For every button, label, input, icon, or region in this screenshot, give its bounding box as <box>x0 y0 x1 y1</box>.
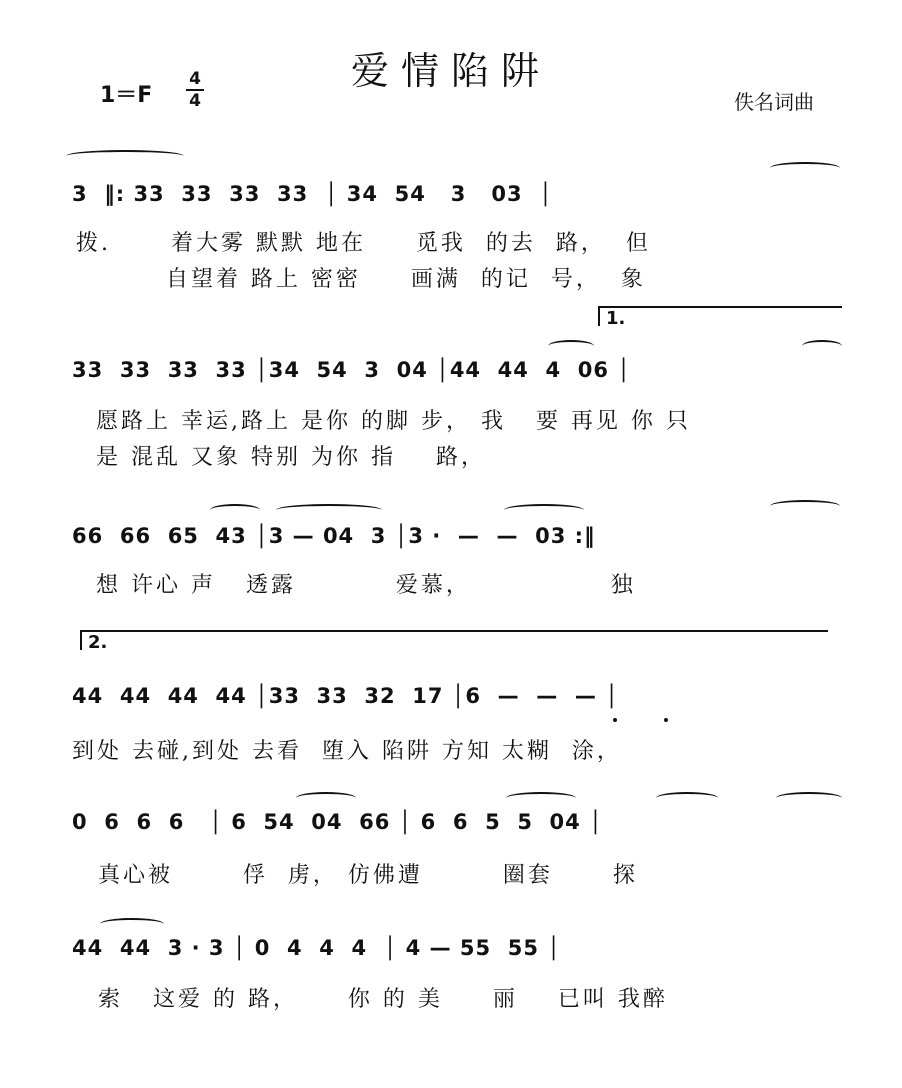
key-signature: 1＝F <box>100 83 153 108</box>
time-signature-top: 4 <box>189 69 201 89</box>
notation-line: 33 33 33 33 │34 54 3 04 │44 44 4 06 │ <box>72 358 631 382</box>
lyric-line: 拨. 着大雾 默默 地在 觅我 的去 路， 但 <box>76 231 651 256</box>
song-title: 爱情陷阱 <box>350 49 551 93</box>
first-ending-label: 1. <box>606 308 626 329</box>
notation-line: 0 6 6 6 │ 6 54 04 66 │ 6 6 5 5 04 │ <box>72 810 603 834</box>
lyric-line: 到处 去碰,到处 去看 堕入 陷阱 方知 太糊 涂， <box>72 739 622 764</box>
time-signature-bottom: 4 <box>189 91 201 111</box>
lyric-line: 索 这爱 的 路， 你 的 美 丽 已叫 我醉 <box>78 987 668 1012</box>
lyric-line: 想 许心 声 透露 爱慕， 独 <box>96 573 636 598</box>
notation-line: 44 44 44 44 │33 33 32 17 │6 — — — │ <box>72 684 619 708</box>
lyric-line: 自望着 路上 密密 画满 的记 号， 象 <box>76 267 646 292</box>
notation-line: 44 44 3 · 3 │ 0 4 4 4 │ 4 — 55 55 │ <box>72 936 561 960</box>
composer-credit: 佚名词曲 <box>734 90 814 114</box>
time-signature <box>184 70 206 110</box>
notation-line: 3 ‖: 33 33 33 33 │ 34 54 3 03 │ <box>72 182 553 206</box>
second-ending-label: 2. <box>88 632 108 653</box>
lyric-line: 真心被 俘 虏， 仿佛遭 圈套 探 <box>78 863 638 888</box>
lyric-line: 愿路上 幸运,路上 是你 的脚 步， 我 要 再见 你 只 <box>96 409 691 434</box>
lyric-line: 是 混乱 又象 特别 为你 指 路， <box>96 445 486 470</box>
notation-line: 66 66 65 43 │3 — 04 3 │3 · — — 03 :‖ <box>72 524 596 548</box>
